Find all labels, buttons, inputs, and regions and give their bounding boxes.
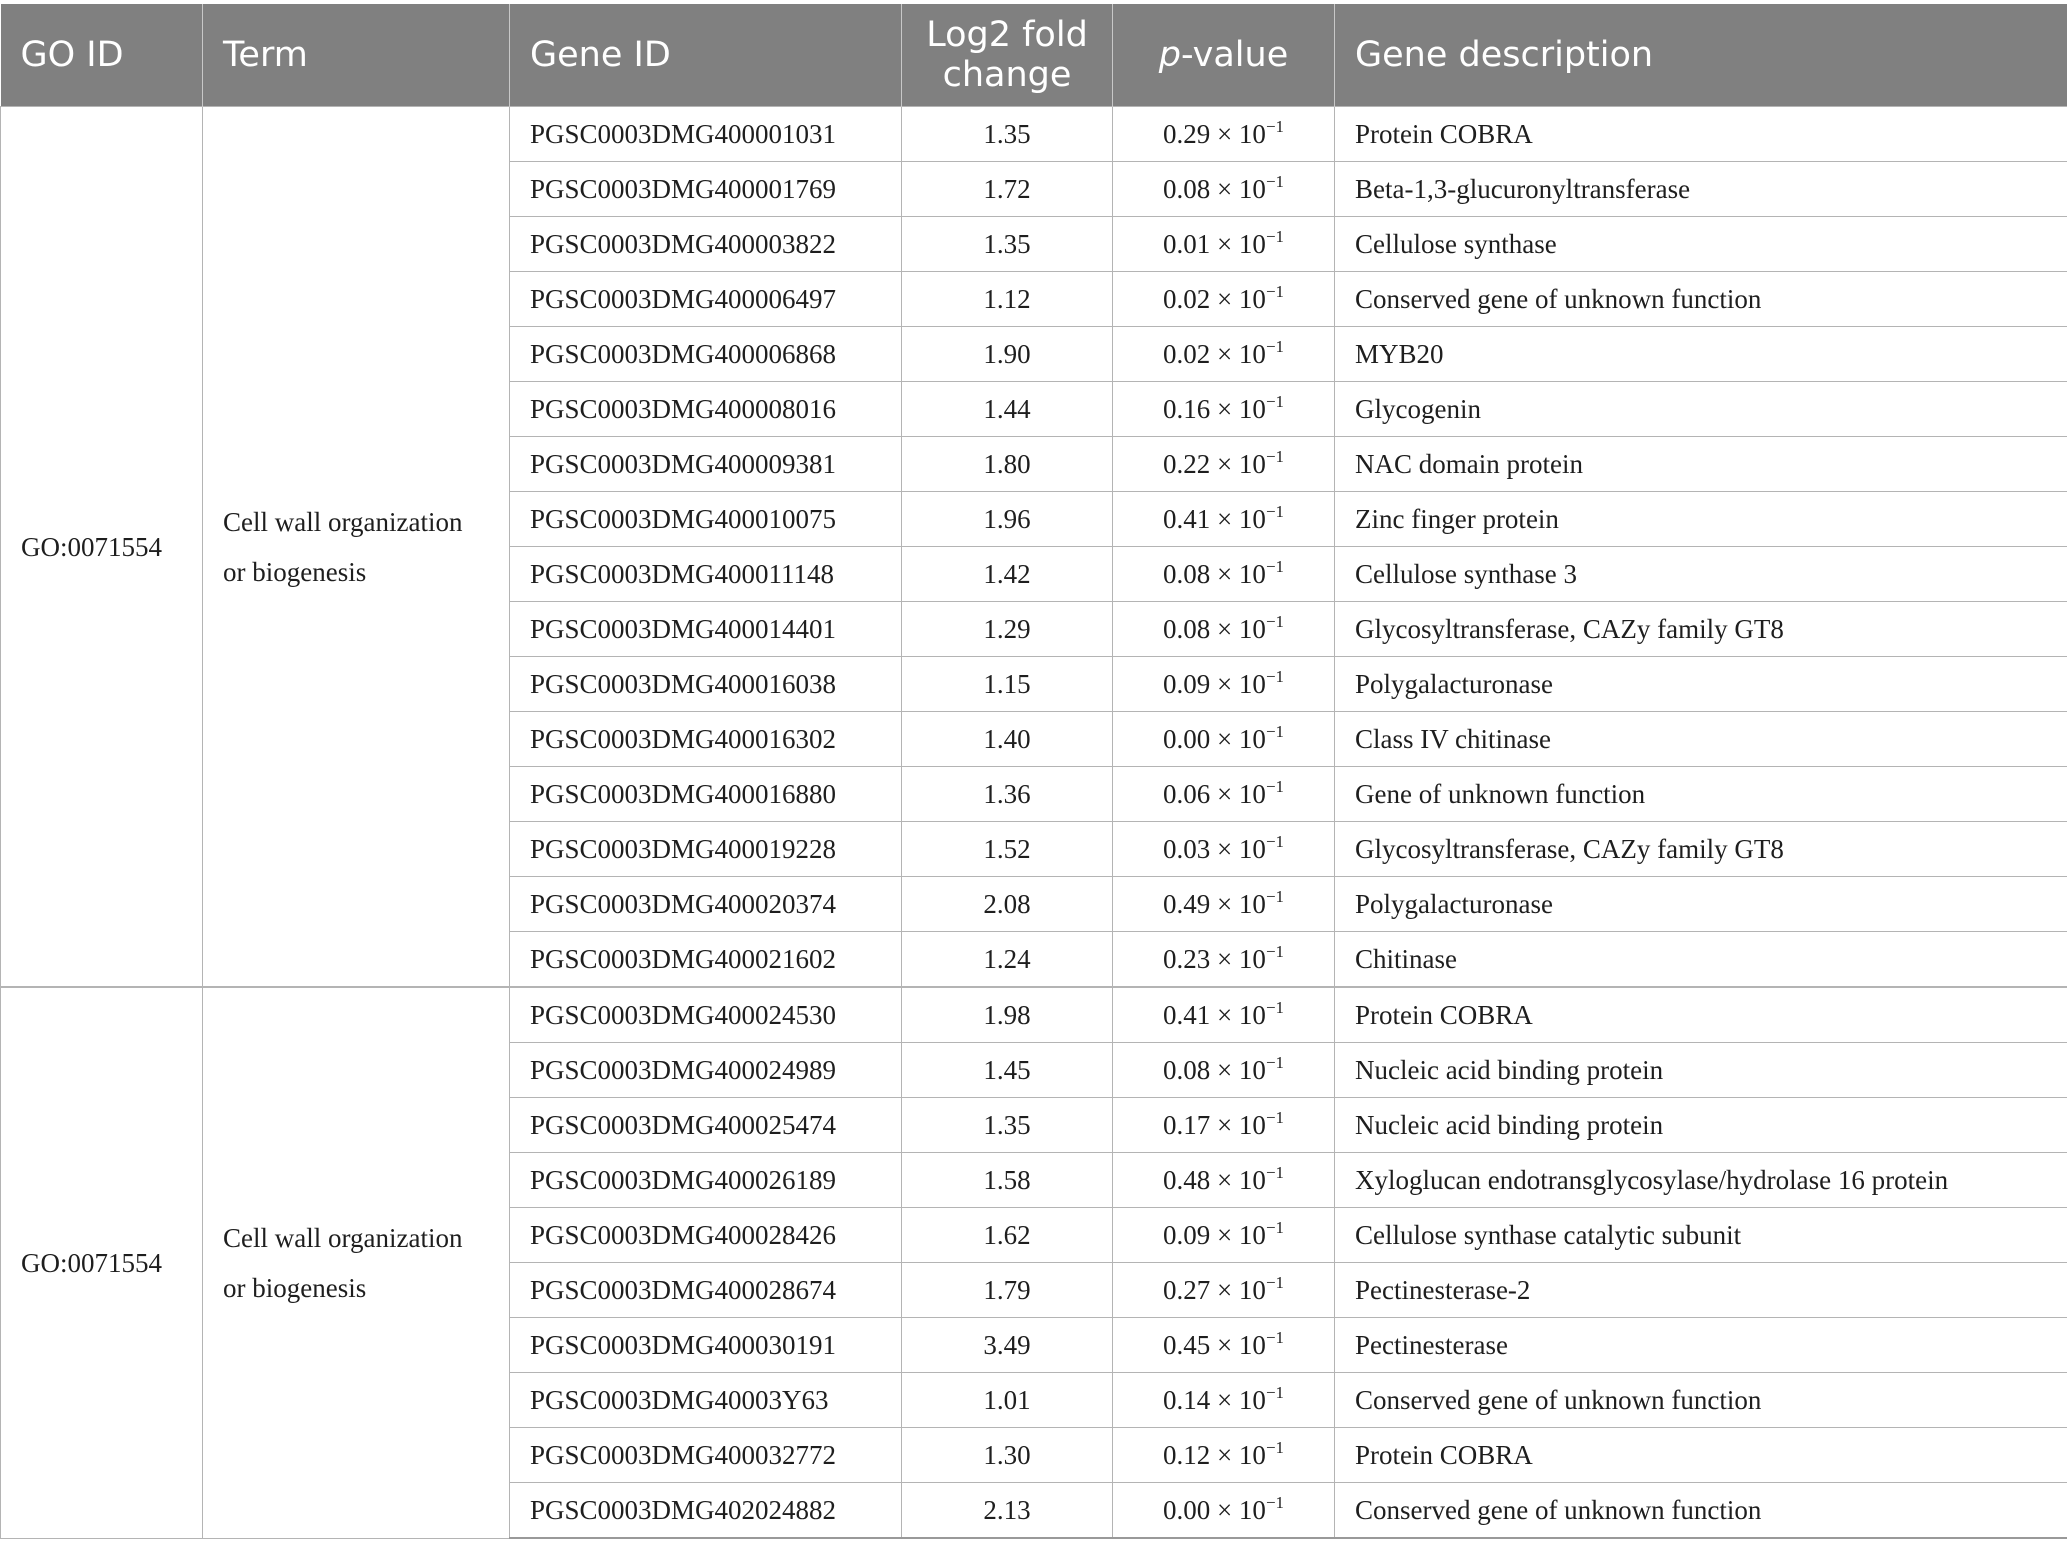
gene-id-cell: PGSC0003DMG400006868 bbox=[510, 327, 902, 382]
p-value-base: × 10 bbox=[1216, 1109, 1266, 1140]
gene-description-cell: Conserved gene of unknown function bbox=[1335, 1483, 2067, 1539]
gene-description-cell: Class IV chitinase bbox=[1335, 712, 2067, 767]
log2fc-cell: 1.58 bbox=[902, 1153, 1113, 1208]
p-value-base: × 10 bbox=[1216, 723, 1266, 754]
p-value-cell bbox=[1113, 217, 1335, 272]
p-value-exponent: −1 bbox=[1265, 941, 1285, 961]
p-value-base: × 10 bbox=[1216, 338, 1266, 369]
gene-id-cell: PGSC0003DMG400021602 bbox=[510, 932, 902, 988]
gene-description-cell: Polygalacturonase bbox=[1335, 877, 2067, 932]
p-value-mantissa: 0.14 bbox=[1162, 1384, 1211, 1415]
p-value-exponent: −1 bbox=[1265, 1162, 1285, 1182]
header-term: Term bbox=[203, 4, 510, 107]
p-value-cell bbox=[1113, 1263, 1335, 1318]
gene-description-cell: Conserved gene of unknown function bbox=[1335, 1373, 2067, 1428]
p-value-mantissa: 0.06 bbox=[1162, 778, 1211, 809]
p-value-exponent: −1 bbox=[1265, 116, 1285, 136]
log2fc-cell: 3.49 bbox=[902, 1318, 1113, 1373]
gene-id-cell: PGSC0003DMG400003822 bbox=[510, 217, 902, 272]
gene-description-cell: Glycosyltransferase, CAZy family GT8 bbox=[1335, 602, 2067, 657]
p-value-mantissa: 0.08 bbox=[1162, 1054, 1211, 1085]
p-value-mantissa: 0.12 bbox=[1162, 1439, 1211, 1470]
p-value-exponent: −1 bbox=[1265, 391, 1285, 411]
p-value-base: × 10 bbox=[1216, 283, 1266, 314]
p-value-mantissa: 0.02 bbox=[1162, 283, 1211, 314]
header-log2-fold-change bbox=[902, 4, 1113, 107]
p-value-cell bbox=[1113, 767, 1335, 822]
gene-id-cell: PGSC0003DMG400006497 bbox=[510, 272, 902, 327]
p-value-base: × 10 bbox=[1216, 1054, 1266, 1085]
p-value-exponent: −1 bbox=[1265, 446, 1285, 466]
gene-id-cell: PGSC0003DMG400016880 bbox=[510, 767, 902, 822]
gene-description-cell: Gene of unknown function bbox=[1335, 767, 2067, 822]
p-value-cell bbox=[1113, 107, 1335, 162]
p-value-cell bbox=[1113, 547, 1335, 602]
gene-description-cell: Glycosyltransferase, CAZy family GT8 bbox=[1335, 822, 2067, 877]
gene-description-cell: Nucleic acid binding protein bbox=[1335, 1098, 2067, 1153]
gene-description-cell: Protein COBRA bbox=[1335, 1428, 2067, 1483]
p-value-cell bbox=[1113, 1043, 1335, 1098]
p-value-mantissa: 0.00 bbox=[1162, 723, 1211, 754]
go-id-cell: GO:0071554 bbox=[1, 987, 203, 1538]
gene-id-cell: PGSC0003DMG400001031 bbox=[510, 107, 902, 162]
gene-description-cell: Pectinesterase bbox=[1335, 1318, 2067, 1373]
log2fc-cell: 1.42 bbox=[902, 547, 1113, 602]
p-value-cell bbox=[1113, 382, 1335, 437]
log2fc-cell: 1.45 bbox=[902, 1043, 1113, 1098]
gene-id-cell: PGSC0003DMG400024989 bbox=[510, 1043, 902, 1098]
p-value-cell bbox=[1113, 272, 1335, 327]
gene-description-cell: Polygalacturonase bbox=[1335, 657, 2067, 712]
p-value-mantissa: 0.08 bbox=[1162, 173, 1211, 204]
p-value-base: × 10 bbox=[1216, 1329, 1266, 1360]
p-value-exponent: −1 bbox=[1265, 721, 1285, 741]
log2fc-cell: 1.30 bbox=[902, 1428, 1113, 1483]
p-value-base: × 10 bbox=[1216, 173, 1266, 204]
p-value-cell bbox=[1113, 932, 1335, 988]
log2fc-cell: 1.15 bbox=[902, 657, 1113, 712]
p-value-exponent: −1 bbox=[1265, 997, 1285, 1017]
log2fc-cell: 1.90 bbox=[902, 327, 1113, 382]
gene-id-cell: PGSC0003DMG400010075 bbox=[510, 492, 902, 547]
p-value-base: × 10 bbox=[1216, 1219, 1266, 1250]
gene-description-cell: MYB20 bbox=[1335, 327, 2067, 382]
gene-description-cell: Nucleic acid binding protein bbox=[1335, 1043, 2067, 1098]
p-value-cell bbox=[1113, 1208, 1335, 1263]
p-value-exponent: −1 bbox=[1265, 1217, 1285, 1237]
log2fc-cell: 1.72 bbox=[902, 162, 1113, 217]
log2fc-cell: 1.52 bbox=[902, 822, 1113, 877]
gene-description-cell: Cellulose synthase bbox=[1335, 217, 2067, 272]
gene-description-cell: Cellulose synthase catalytic subunit bbox=[1335, 1208, 2067, 1263]
gene-description-cell: Protein COBRA bbox=[1335, 107, 2067, 162]
p-value-exponent: −1 bbox=[1265, 1492, 1285, 1512]
log2fc-cell: 1.79 bbox=[902, 1263, 1113, 1318]
p-value-mantissa: 0.08 bbox=[1162, 613, 1211, 644]
p-value-cell bbox=[1113, 162, 1335, 217]
p-value-exponent: −1 bbox=[1265, 1052, 1285, 1072]
p-value-mantissa: 0.27 bbox=[1162, 1274, 1211, 1305]
p-value-mantissa: 0.01 bbox=[1162, 228, 1211, 259]
log2fc-cell: 1.12 bbox=[902, 272, 1113, 327]
p-value-base: × 10 bbox=[1216, 833, 1266, 864]
log2fc-cell: 1.96 bbox=[902, 492, 1113, 547]
p-value-mantissa: 0.29 bbox=[1162, 118, 1211, 149]
gene-id-cell: PGSC0003DMG400024530 bbox=[510, 987, 902, 1043]
gene-id-cell: PGSC0003DMG402024882 bbox=[510, 1483, 902, 1539]
p-value-exponent: −1 bbox=[1265, 776, 1285, 796]
p-value-base: × 10 bbox=[1216, 558, 1266, 589]
gene-id-cell: PGSC0003DMG400001769 bbox=[510, 162, 902, 217]
table-header bbox=[1, 4, 2067, 107]
p-value-base: × 10 bbox=[1216, 668, 1266, 699]
gene-description-cell: Zinc finger protein bbox=[1335, 492, 2067, 547]
p-value-mantissa: 0.17 bbox=[1162, 1109, 1211, 1140]
p-value-base: × 10 bbox=[1216, 888, 1266, 919]
log2fc-cell: 1.01 bbox=[902, 1373, 1113, 1428]
gene-id-cell: PGSC0003DMG400020374 bbox=[510, 877, 902, 932]
gene-id-cell: PGSC0003DMG400014401 bbox=[510, 602, 902, 657]
p-value-cell bbox=[1113, 1373, 1335, 1428]
p-value-exponent: −1 bbox=[1265, 886, 1285, 906]
p-value-exponent: −1 bbox=[1265, 501, 1285, 521]
gene-description-cell: Protein COBRA bbox=[1335, 987, 2067, 1043]
p-value-mantissa: 0.22 bbox=[1162, 448, 1211, 479]
term-cell: Cell wall organization or biogenesis bbox=[203, 107, 510, 988]
p-value-base: × 10 bbox=[1216, 1164, 1266, 1195]
table-container bbox=[0, 4, 2067, 1539]
log2fc-cell: 1.62 bbox=[902, 1208, 1113, 1263]
p-value-exponent: −1 bbox=[1265, 226, 1285, 246]
p-value-exponent: −1 bbox=[1265, 171, 1285, 191]
gene-id-cell: PGSC0003DMG400028674 bbox=[510, 1263, 902, 1318]
p-value-mantissa: 0.09 bbox=[1162, 668, 1211, 699]
p-value-mantissa: 0.41 bbox=[1162, 503, 1211, 534]
p-value-mantissa: 0.23 bbox=[1162, 943, 1211, 974]
p-value-exponent: −1 bbox=[1265, 1382, 1285, 1402]
gene-id-cell: PGSC0003DMG400026189 bbox=[510, 1153, 902, 1208]
log2fc-cell: 2.08 bbox=[902, 877, 1113, 932]
log2fc-cell: 1.98 bbox=[902, 987, 1113, 1043]
header-go-id: GO ID bbox=[1, 4, 203, 107]
p-value-exponent: −1 bbox=[1265, 1437, 1285, 1457]
p-value-exponent: −1 bbox=[1265, 611, 1285, 631]
p-value-mantissa: 0.45 bbox=[1162, 1329, 1211, 1360]
header-p-value bbox=[1113, 4, 1335, 107]
gene-id-cell: PGSC0003DMG400011148 bbox=[510, 547, 902, 602]
p-value-cell bbox=[1113, 657, 1335, 712]
p-value-base: × 10 bbox=[1216, 1439, 1266, 1470]
p-value-cell bbox=[1113, 1483, 1335, 1539]
p-value-exponent: −1 bbox=[1265, 336, 1285, 356]
gene-description-cell: Cellulose synthase 3 bbox=[1335, 547, 2067, 602]
p-value-mantissa: 0.49 bbox=[1162, 888, 1211, 919]
log2fc-cell: 2.13 bbox=[902, 1483, 1113, 1539]
p-value-exponent: −1 bbox=[1265, 556, 1285, 576]
p-value-exponent: −1 bbox=[1265, 281, 1285, 301]
p-value-exponent: −1 bbox=[1265, 666, 1285, 686]
gene-table bbox=[0, 4, 2067, 1539]
log2fc-cell: 1.35 bbox=[902, 107, 1113, 162]
log2fc-cell: 1.35 bbox=[902, 1098, 1113, 1153]
log2fc-cell: 1.35 bbox=[902, 217, 1113, 272]
gene-description-cell: NAC domain protein bbox=[1335, 437, 2067, 492]
gene-id-cell: PGSC0003DMG400028426 bbox=[510, 1208, 902, 1263]
gene-id-cell: PGSC0003DMG400008016 bbox=[510, 382, 902, 437]
table-row bbox=[1, 107, 2067, 162]
header-p-value-italic: p bbox=[1158, 35, 1181, 75]
p-value-cell bbox=[1113, 712, 1335, 767]
gene-id-cell: PGSC0003DMG400016302 bbox=[510, 712, 902, 767]
p-value-exponent: −1 bbox=[1265, 1327, 1285, 1347]
p-value-mantissa: 0.41 bbox=[1162, 999, 1211, 1030]
log2fc-cell: 1.44 bbox=[902, 382, 1113, 437]
p-value-cell bbox=[1113, 877, 1335, 932]
gene-description-cell: Chitinase bbox=[1335, 932, 2067, 988]
log2fc-cell: 1.80 bbox=[902, 437, 1113, 492]
p-value-base: × 10 bbox=[1216, 943, 1266, 974]
p-value-mantissa: 0.02 bbox=[1162, 338, 1211, 369]
gene-description-cell: Pectinesterase-2 bbox=[1335, 1263, 2067, 1318]
gene-id-cell: PGSC0003DMG400009381 bbox=[510, 437, 902, 492]
log2fc-cell: 1.40 bbox=[902, 712, 1113, 767]
table-row bbox=[1, 987, 2067, 1043]
header-p-value-suffix: -value bbox=[1180, 35, 1289, 75]
p-value-base: × 10 bbox=[1216, 1494, 1266, 1525]
p-value-base: × 10 bbox=[1216, 1274, 1266, 1305]
p-value-cell bbox=[1113, 822, 1335, 877]
p-value-cell bbox=[1113, 1098, 1335, 1153]
header-log2-fold-change-label: Log2 fold change bbox=[926, 15, 1088, 95]
p-value-cell bbox=[1113, 327, 1335, 382]
gene-id-cell: PGSC0003DMG400025474 bbox=[510, 1098, 902, 1153]
log2fc-cell: 1.29 bbox=[902, 602, 1113, 657]
gene-id-cell: PGSC0003DMG40003Y63 bbox=[510, 1373, 902, 1428]
p-value-cell bbox=[1113, 602, 1335, 657]
p-value-cell bbox=[1113, 1318, 1335, 1373]
p-value-base: × 10 bbox=[1216, 118, 1266, 149]
p-value-base: × 10 bbox=[1216, 228, 1266, 259]
gene-id-cell: PGSC0003DMG400032772 bbox=[510, 1428, 902, 1483]
term-cell: Cell wall organization or biogenesis bbox=[203, 987, 510, 1538]
header-gene-id: Gene ID bbox=[510, 4, 902, 107]
p-value-exponent: −1 bbox=[1265, 1272, 1285, 1292]
gene-description-cell: Xyloglucan endotransglycosylase/hydrolase 16 protein bbox=[1335, 1153, 2067, 1208]
p-value-cell bbox=[1113, 437, 1335, 492]
p-value-mantissa: 0.48 bbox=[1162, 1164, 1211, 1195]
p-value-base: × 10 bbox=[1216, 999, 1266, 1030]
p-value-exponent: −1 bbox=[1265, 1107, 1285, 1127]
p-value-exponent: −1 bbox=[1265, 831, 1285, 851]
p-value-base: × 10 bbox=[1216, 448, 1266, 479]
go-id-cell: GO:0071554 bbox=[1, 107, 203, 988]
gene-description-cell: Glycogenin bbox=[1335, 382, 2067, 437]
p-value-cell bbox=[1113, 987, 1335, 1043]
gene-id-cell: PGSC0003DMG400030191 bbox=[510, 1318, 902, 1373]
p-value-mantissa: 0.08 bbox=[1162, 558, 1211, 589]
log2fc-cell: 1.36 bbox=[902, 767, 1113, 822]
gene-description-cell: Conserved gene of unknown function bbox=[1335, 272, 2067, 327]
p-value-mantissa: 0.00 bbox=[1162, 1494, 1211, 1525]
log2fc-cell: 1.24 bbox=[902, 932, 1113, 988]
p-value-cell bbox=[1113, 1153, 1335, 1208]
p-value-cell bbox=[1113, 1428, 1335, 1483]
gene-description-cell: Beta-1,3-glucuronyltransferase bbox=[1335, 162, 2067, 217]
p-value-mantissa: 0.09 bbox=[1162, 1219, 1211, 1250]
p-value-mantissa: 0.03 bbox=[1162, 833, 1211, 864]
header-gene-description: Gene description bbox=[1335, 4, 2067, 107]
p-value-cell bbox=[1113, 492, 1335, 547]
gene-id-cell: PGSC0003DMG400016038 bbox=[510, 657, 902, 712]
p-value-base: × 10 bbox=[1216, 613, 1266, 644]
p-value-base: × 10 bbox=[1216, 1384, 1266, 1415]
p-value-base: × 10 bbox=[1216, 778, 1266, 809]
p-value-base: × 10 bbox=[1216, 503, 1266, 534]
p-value-mantissa: 0.16 bbox=[1162, 393, 1211, 424]
table-body bbox=[1, 107, 2067, 1539]
header-row bbox=[1, 4, 2067, 107]
gene-id-cell: PGSC0003DMG400019228 bbox=[510, 822, 902, 877]
p-value-base: × 10 bbox=[1216, 393, 1266, 424]
